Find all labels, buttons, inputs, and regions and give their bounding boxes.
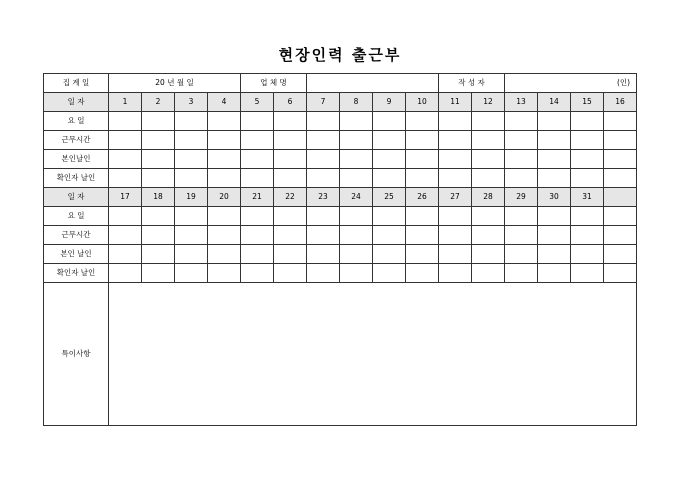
day-number-cell: 11 xyxy=(439,93,472,112)
entry-cell[interactable] xyxy=(142,264,175,283)
entry-cell[interactable] xyxy=(406,150,439,169)
row-label: 본인 날인 xyxy=(44,245,109,264)
row-label: 근무시간 xyxy=(44,131,109,150)
entry-cell[interactable] xyxy=(340,150,373,169)
day-number-cell: 8 xyxy=(340,93,373,112)
entry-cell[interactable] xyxy=(604,169,637,188)
entry-cell[interactable] xyxy=(505,226,538,245)
entry-cell[interactable] xyxy=(307,245,340,264)
entry-cell[interactable] xyxy=(406,226,439,245)
entry-cell[interactable] xyxy=(142,207,175,226)
entry-cell[interactable] xyxy=(571,226,604,245)
remarks-field[interactable] xyxy=(109,283,637,426)
entry-cell[interactable] xyxy=(175,112,208,131)
day-number-cell: 9 xyxy=(373,93,406,112)
header-row xyxy=(44,74,637,93)
entry-cell[interactable] xyxy=(604,226,637,245)
entry-row xyxy=(44,150,637,169)
entry-cell[interactable] xyxy=(307,150,340,169)
entry-cell[interactable] xyxy=(340,226,373,245)
entry-cell[interactable] xyxy=(439,264,472,283)
entry-cell[interactable] xyxy=(505,169,538,188)
entry-cell[interactable] xyxy=(439,112,472,131)
day-number-cell: 14 xyxy=(538,93,571,112)
entry-cell[interactable] xyxy=(175,131,208,150)
entry-cell[interactable] xyxy=(274,150,307,169)
entry-cell[interactable] xyxy=(571,131,604,150)
entry-cell[interactable] xyxy=(373,150,406,169)
entry-cell[interactable] xyxy=(208,264,241,283)
remarks-row xyxy=(44,283,637,426)
entry-cell[interactable] xyxy=(439,207,472,226)
entry-cell[interactable] xyxy=(274,245,307,264)
day-number-row xyxy=(44,93,637,112)
entry-cell[interactable] xyxy=(406,207,439,226)
entry-cell[interactable] xyxy=(373,245,406,264)
entry-cell[interactable] xyxy=(241,131,274,150)
entry-cell[interactable] xyxy=(208,207,241,226)
day-number-cell: 19 xyxy=(175,188,208,207)
entry-cell[interactable] xyxy=(274,112,307,131)
day-number-cell: 20 xyxy=(208,188,241,207)
entry-cell[interactable] xyxy=(340,207,373,226)
entry-cell[interactable] xyxy=(439,131,472,150)
entry-cell[interactable] xyxy=(406,169,439,188)
entry-cell[interactable] xyxy=(307,226,340,245)
entry-cell[interactable] xyxy=(274,169,307,188)
day-label: 일 자 xyxy=(44,93,109,112)
entry-cell[interactable] xyxy=(109,150,142,169)
entry-cell[interactable] xyxy=(571,207,604,226)
entry-cell[interactable] xyxy=(274,207,307,226)
entry-cell[interactable] xyxy=(109,226,142,245)
entry-cell[interactable] xyxy=(538,131,571,150)
entry-cell[interactable] xyxy=(307,131,340,150)
entry-cell[interactable] xyxy=(505,150,538,169)
entry-cell[interactable] xyxy=(175,150,208,169)
day-number-cell: 27 xyxy=(439,188,472,207)
day-number-cell xyxy=(604,188,637,207)
entry-cell[interactable] xyxy=(241,226,274,245)
entry-cell[interactable] xyxy=(307,264,340,283)
writer-label: 작 성 자 xyxy=(439,74,505,93)
entry-cell[interactable] xyxy=(373,226,406,245)
entry-cell[interactable] xyxy=(571,245,604,264)
entry-cell[interactable] xyxy=(175,207,208,226)
entry-cell[interactable] xyxy=(109,131,142,150)
entry-cell[interactable] xyxy=(406,245,439,264)
day-label: 일 자 xyxy=(44,188,109,207)
entry-row xyxy=(44,245,637,264)
entry-row xyxy=(44,207,637,226)
entry-cell[interactable] xyxy=(505,264,538,283)
day-number-cell: 23 xyxy=(307,188,340,207)
day-number-cell: 12 xyxy=(472,93,505,112)
entry-row xyxy=(44,112,637,131)
entry-cell[interactable] xyxy=(538,207,571,226)
entry-cell[interactable] xyxy=(208,226,241,245)
entry-cell[interactable] xyxy=(472,150,505,169)
entry-cell[interactable] xyxy=(538,169,571,188)
entry-cell[interactable] xyxy=(142,150,175,169)
entry-cell[interactable] xyxy=(307,207,340,226)
entry-cell[interactable] xyxy=(142,226,175,245)
entry-cell[interactable] xyxy=(142,131,175,150)
day-number-cell: 29 xyxy=(505,188,538,207)
entry-cell[interactable] xyxy=(505,112,538,131)
entry-cell[interactable] xyxy=(439,226,472,245)
entry-cell[interactable] xyxy=(175,226,208,245)
entry-cell[interactable] xyxy=(373,207,406,226)
day-number-cell: 6 xyxy=(274,93,307,112)
row-label: 근무시간 xyxy=(44,226,109,245)
day-number-cell: 26 xyxy=(406,188,439,207)
entry-cell[interactable] xyxy=(109,264,142,283)
entry-cell[interactable] xyxy=(538,226,571,245)
entry-cell[interactable] xyxy=(241,112,274,131)
entry-cell[interactable] xyxy=(604,131,637,150)
entry-cell[interactable] xyxy=(274,131,307,150)
attendance-table xyxy=(43,73,637,426)
entry-cell[interactable] xyxy=(571,112,604,131)
entry-cell[interactable] xyxy=(340,131,373,150)
row-label: 요 일 xyxy=(44,112,109,131)
entry-cell[interactable] xyxy=(208,112,241,131)
entry-cell[interactable] xyxy=(340,264,373,283)
entry-row xyxy=(44,131,637,150)
row-label: 확인자 날인 xyxy=(44,264,109,283)
entry-cell[interactable] xyxy=(406,112,439,131)
day-number-cell: 25 xyxy=(373,188,406,207)
day-number-row xyxy=(44,188,637,207)
day-number-cell: 17 xyxy=(109,188,142,207)
day-number-cell: 31 xyxy=(571,188,604,207)
entry-cell[interactable] xyxy=(307,169,340,188)
entry-cell[interactable] xyxy=(373,112,406,131)
entry-cell[interactable] xyxy=(274,226,307,245)
entry-cell[interactable] xyxy=(538,245,571,264)
entry-cell[interactable] xyxy=(604,264,637,283)
row-label: 확인자 날인 xyxy=(44,169,109,188)
entry-cell[interactable] xyxy=(538,150,571,169)
day-number-cell: 13 xyxy=(505,93,538,112)
entry-cell[interactable] xyxy=(175,169,208,188)
day-number-cell: 1 xyxy=(109,93,142,112)
entry-cell[interactable] xyxy=(604,245,637,264)
entry-cell[interactable] xyxy=(109,169,142,188)
entry-cell[interactable] xyxy=(274,264,307,283)
day-number-cell: 22 xyxy=(274,188,307,207)
day-number-cell: 24 xyxy=(340,188,373,207)
page-title: 현장인력 출근부 xyxy=(278,46,402,64)
entry-cell[interactable] xyxy=(439,150,472,169)
day-number-cell: 4 xyxy=(208,93,241,112)
tally-date-field[interactable]: 20 년 월 일 xyxy=(109,74,241,93)
day-number-cell: 7 xyxy=(307,93,340,112)
entry-cell[interactable] xyxy=(208,150,241,169)
company-name-field[interactable] xyxy=(307,74,439,93)
entry-cell[interactable] xyxy=(241,150,274,169)
day-number-cell: 21 xyxy=(241,188,274,207)
day-number-cell: 18 xyxy=(142,188,175,207)
entry-cell[interactable] xyxy=(505,207,538,226)
entry-row xyxy=(44,226,637,245)
entry-cell[interactable] xyxy=(505,131,538,150)
entry-cell[interactable] xyxy=(439,245,472,264)
entry-cell[interactable] xyxy=(109,112,142,131)
entry-cell[interactable] xyxy=(241,207,274,226)
entry-cell[interactable] xyxy=(472,226,505,245)
entry-cell[interactable] xyxy=(340,245,373,264)
day-number-cell: 30 xyxy=(538,188,571,207)
entry-cell[interactable] xyxy=(472,169,505,188)
entry-cell[interactable] xyxy=(571,264,604,283)
entry-cell[interactable] xyxy=(241,264,274,283)
entry-cell[interactable] xyxy=(373,264,406,283)
day-number-cell: 5 xyxy=(241,93,274,112)
row-label: 본인날인 xyxy=(44,150,109,169)
entry-cell[interactable] xyxy=(373,169,406,188)
entry-cell[interactable] xyxy=(538,264,571,283)
entry-cell[interactable] xyxy=(538,112,571,131)
entry-cell[interactable] xyxy=(604,207,637,226)
day-number-cell: 15 xyxy=(571,93,604,112)
day-number-cell: 10 xyxy=(406,93,439,112)
entry-cell[interactable] xyxy=(241,169,274,188)
entry-cell[interactable] xyxy=(406,264,439,283)
company-name-label: 업 체 명 xyxy=(241,74,307,93)
entry-cell[interactable] xyxy=(340,112,373,131)
entry-cell[interactable] xyxy=(571,169,604,188)
entry-cell[interactable] xyxy=(208,245,241,264)
row-label: 요 일 xyxy=(44,207,109,226)
entry-cell[interactable] xyxy=(142,245,175,264)
entry-cell[interactable] xyxy=(175,245,208,264)
entry-cell[interactable] xyxy=(340,169,373,188)
entry-cell[interactable] xyxy=(373,131,406,150)
entry-cell[interactable] xyxy=(208,169,241,188)
entry-cell[interactable] xyxy=(307,112,340,131)
entry-cell[interactable] xyxy=(175,264,208,283)
entry-cell[interactable] xyxy=(505,245,538,264)
entry-cell[interactable] xyxy=(571,150,604,169)
entry-cell[interactable] xyxy=(241,245,274,264)
entry-cell[interactable] xyxy=(472,245,505,264)
entry-row xyxy=(44,169,637,188)
entry-cell[interactable] xyxy=(604,112,637,131)
writer-seal-field[interactable]: (인) xyxy=(505,74,637,93)
entry-cell[interactable] xyxy=(439,169,472,188)
day-number-cell: 2 xyxy=(142,93,175,112)
entry-cell[interactable] xyxy=(142,112,175,131)
entry-cell[interactable] xyxy=(208,131,241,150)
entry-cell[interactable] xyxy=(406,131,439,150)
entry-cell[interactable] xyxy=(472,131,505,150)
entry-cell[interactable] xyxy=(472,112,505,131)
entry-cell[interactable] xyxy=(604,150,637,169)
day-number-cell: 3 xyxy=(175,93,208,112)
day-number-cell: 28 xyxy=(472,188,505,207)
day-number-cell: 16 xyxy=(604,93,637,112)
entry-cell[interactable] xyxy=(109,245,142,264)
tally-date-label: 집 계 일 xyxy=(44,74,109,93)
entry-cell[interactable] xyxy=(472,264,505,283)
entry-row xyxy=(44,264,637,283)
entry-cell[interactable] xyxy=(142,169,175,188)
remarks-label: 특이사항 xyxy=(44,283,109,426)
entry-cell[interactable] xyxy=(472,207,505,226)
entry-cell[interactable] xyxy=(109,207,142,226)
